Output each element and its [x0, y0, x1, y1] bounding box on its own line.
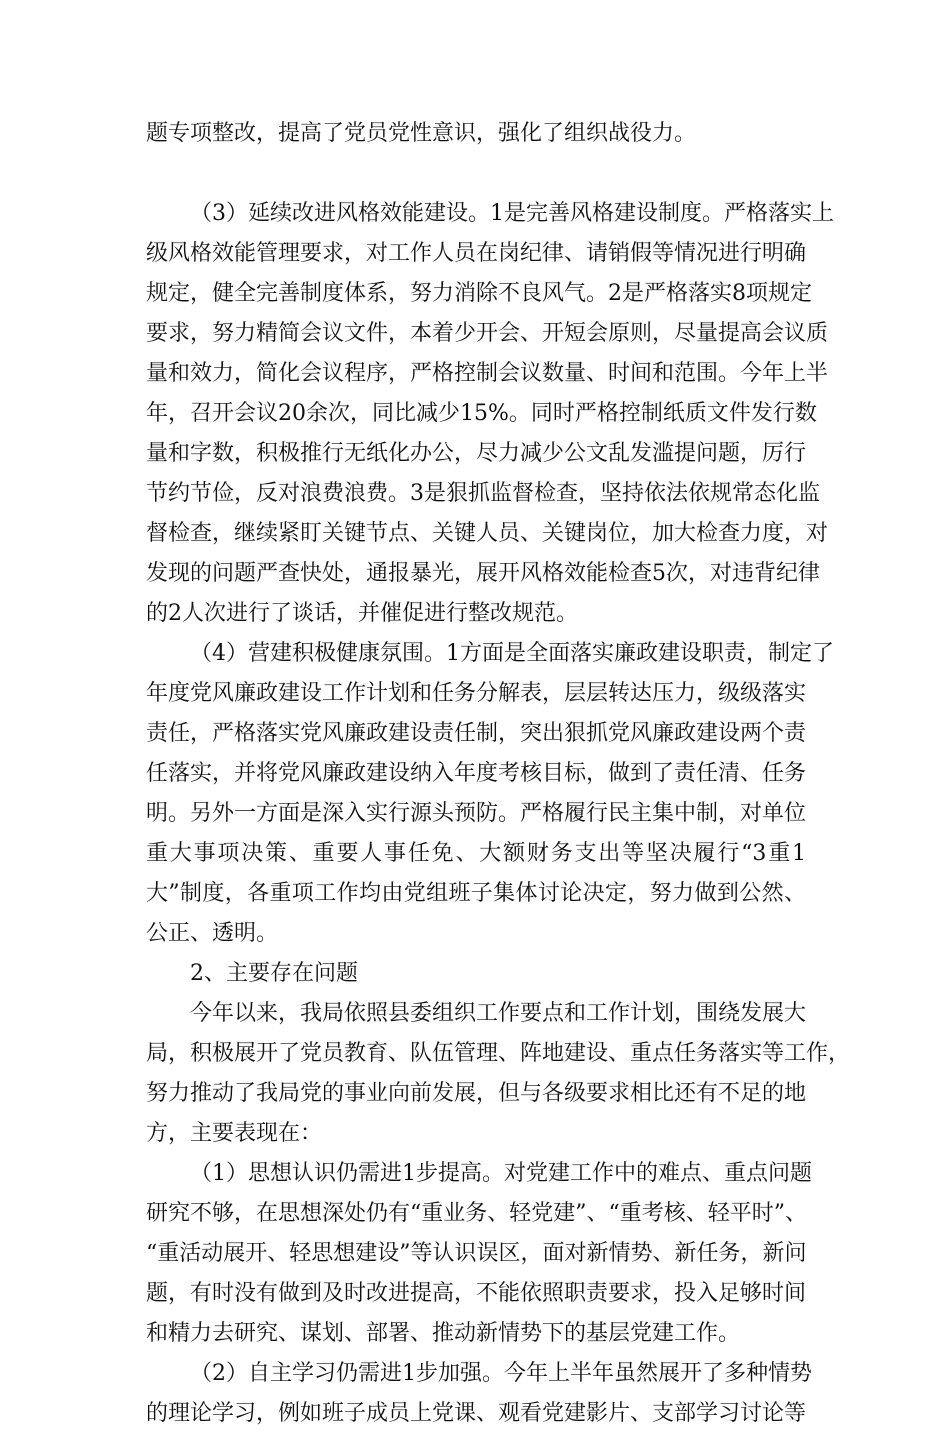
- paragraph-line: 公正、透明。: [146, 921, 279, 946]
- paragraph-line: 的理论学习，例如班子成员上党课、观看党建影片、支部学习讨论等: [146, 1401, 807, 1426]
- section-heading: 2、主要存在问题: [190, 961, 358, 986]
- paragraph-line: （1）思想认识仍需进1步提高。对党建工作中的难点、重点问题: [190, 1161, 812, 1186]
- paragraph-line: 题，有时没有做到及时改进提高，不能依照职责要求，投入足够时间: [146, 1281, 807, 1306]
- paragraph-line: 年度党风廉政建设工作计划和任务分解表，层层转达压力，级级落实: [146, 681, 807, 706]
- paragraph-line: 督检查，继续紧盯关键节点、关键人员、关键岗位，加大检查力度，对: [146, 521, 829, 546]
- paragraph-gap: [146, 154, 806, 194]
- paragraph-line: 量和效力，简化会议程序，严格控制会议数量、时间和范围。今年上半: [146, 361, 829, 386]
- document-body: [146, 114, 851, 1434]
- paragraph-line: 方，主要表现在：: [146, 1121, 323, 1146]
- paragraph-line: 研究不够，在思想深处仍有“重业务、轻党建”、“重考核、轻平时”、: [146, 1201, 807, 1226]
- paragraph-line: （2）自主学习仍需进1步加强。今年上半年虽然展开了多种情势: [190, 1361, 812, 1386]
- paragraph-line: （4）营建积极健康氛围。1方面是全面落实廉政建设职责，制定了: [190, 641, 834, 666]
- paragraph-line: 重大事项决策、重要人事任免、大额财务支出等坚决履行“3重1: [146, 841, 806, 866]
- paragraph-line: 的2人次进行了谈话，并催促进行整改规范。: [146, 601, 578, 626]
- paragraph-line: 今年以来，我局依照县委组织工作要点和工作计划，围绕发展大: [190, 1001, 807, 1026]
- paragraph-line: 发现的问题严查快处，通报暴光，展开风格效能检查5次，对违背纪律: [146, 561, 820, 586]
- paragraph-line: 局，积极展开了党员教育、队伍管理、阵地建设、重点任务落实等工作，: [146, 1041, 851, 1066]
- paragraph-line: 规定，健全完善制度体系，努力消除不良风气。2是严格落实8项规定: [146, 281, 812, 306]
- paragraph-line: 年，召开会议20余次，同比减少15%。同时严格控制纸质文件发行数: [146, 401, 817, 426]
- paragraph-line: 任落实，并将党风廉政建设纳入年度考核目标，做到了责任清、任务: [146, 761, 807, 786]
- paragraph-line: 节约节俭，反对浪费浪费。3是狠抓监督检查，坚持依法依规常态化监: [146, 481, 820, 506]
- paragraph-line: 责任，严格落实党风廉政建设责任制，突出狠抓党风廉政建设两个责: [146, 721, 807, 746]
- paragraph-line: 要求，努力精简会议文件，本着少开会、开短会原则，尽量提高会议质: [146, 321, 829, 346]
- paragraph-line: 明。另外一方面是深入实行源头预防。严格履行民主集中制，对单位: [146, 801, 807, 826]
- paragraph-line: “重活动展开、轻思想建设”等认识误区，面对新情势、新任务，新问: [146, 1241, 807, 1266]
- paragraph-line: 大”制度，各重项工作均由党组班子集体讨论决定，努力做到公然、: [146, 881, 806, 906]
- paragraph-line: 量和字数，积极推行无纸化办公，尽力减少公文乱发滥提问题，厉行: [146, 441, 807, 466]
- paragraph-line: 努力推动了我局党的事业向前发展，但与各级要求相比还有不足的地: [146, 1081, 807, 1106]
- paragraph-line: （3）延续改进风格效能建设。1是完善风格建设制度。严格落实上: [190, 201, 834, 226]
- paragraph-line: 题专项整改，提高了党员党性意识，强化了组织战役力。: [146, 121, 697, 146]
- paragraph-line: 和精力去研究、谋划、部署、推动新情势下的基层党建工作。: [146, 1321, 741, 1346]
- paragraph-line: 级风格效能管理要求，对工作人员在岗纪律、请销假等情况进行明确: [146, 241, 807, 266]
